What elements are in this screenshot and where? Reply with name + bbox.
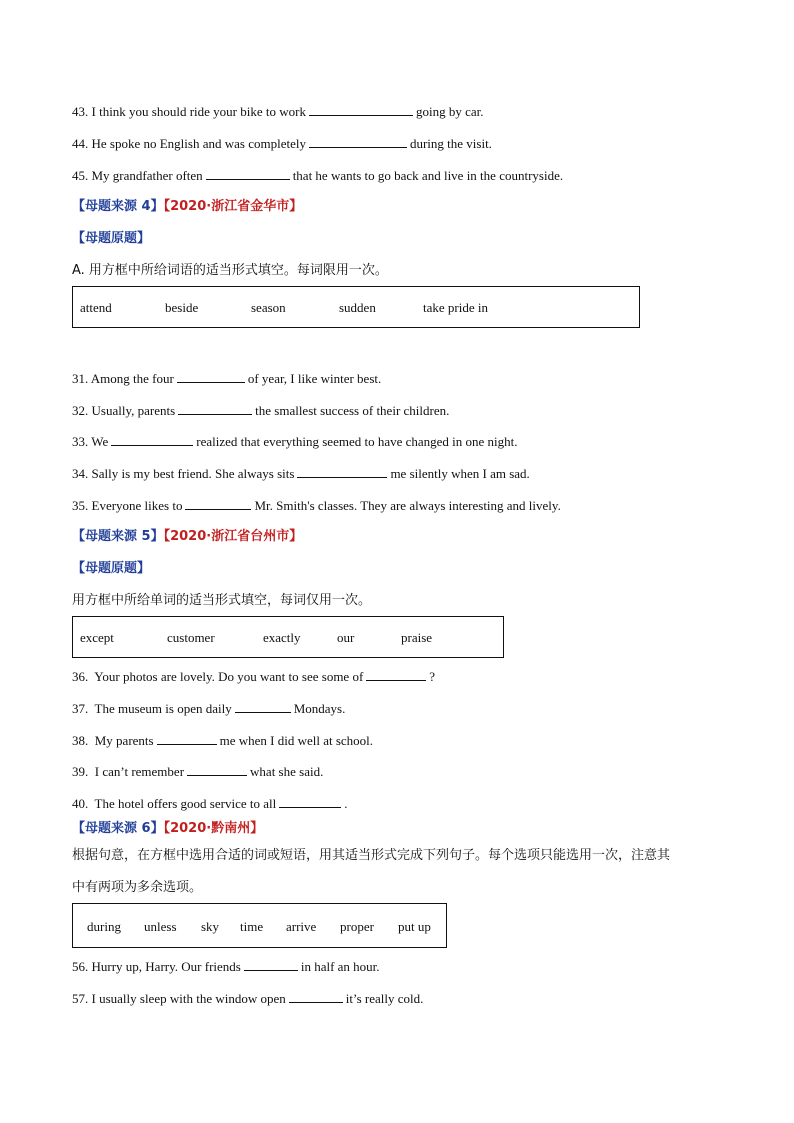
original-question-label: 【母题原题】 — [72, 561, 151, 576]
word-option: sudden — [339, 300, 376, 315]
word-box-4 — [72, 286, 640, 328]
word-option: sky — [201, 919, 220, 934]
word-option: arrive — [286, 919, 317, 934]
word-box-5 — [72, 616, 504, 658]
question-38: 38. My parents me when I did well at school. — [72, 733, 374, 748]
word-option: praise — [401, 630, 433, 645]
instruction-6-line2: 中有两项为多余选项。 — [72, 880, 203, 895]
answer-blank[interactable] — [244, 958, 298, 971]
question-56: 56. Hurry up, Harry. Our friends in half an hour. — [72, 959, 380, 974]
answer-blank[interactable] — [235, 700, 291, 713]
answer-blank[interactable] — [309, 103, 413, 116]
answer-blank[interactable] — [157, 732, 217, 745]
question-39: 39. I can’t remember what she said. — [72, 764, 324, 779]
word-option: exactly — [263, 630, 301, 645]
instruction-4: A. 用方框中所给词语的适当形式填空。每词限用一次。 — [72, 263, 388, 278]
question-57: 57. I usually sleep with the window open it’s really cold. — [72, 991, 424, 1006]
question-34: 34. Sally is my best friend. She always sits me silently when I am sad. — [72, 466, 530, 481]
question-33: 33. We realized that everything seemed to have changed in one night. — [72, 434, 518, 449]
instruction-6-line1: 根据句意，在方框中选用合适的词或短语，用其适当形式完成下列句子。每个选项只能选用一次，注意其 — [72, 848, 671, 863]
instruction-5: 用方框中所给单词的适当形式填空，每词仅用一次。 — [72, 593, 372, 608]
question-31: 31. Among the four of year, I like winter best. — [72, 371, 382, 386]
word-option: during — [87, 919, 121, 934]
answer-blank[interactable] — [297, 465, 387, 478]
word-option: attend — [80, 300, 112, 315]
word-option: except — [80, 630, 114, 645]
answer-blank[interactable] — [289, 990, 343, 1003]
answer-blank[interactable] — [187, 763, 247, 776]
original-question-label: 【母题原题】 — [72, 231, 151, 246]
source-heading-5: 【母题来源 5】【2020·浙江省台州市】 — [72, 529, 303, 544]
answer-blank[interactable] — [178, 402, 252, 415]
source-heading-6: 【母题来源 6】【2020·黔南州】 — [72, 821, 264, 836]
word-option: take pride in — [423, 300, 488, 315]
answer-blank[interactable] — [177, 370, 245, 383]
question-35: 35. Everyone likes to Mr. Smith's classes. They are always interesting and lively. — [72, 498, 561, 513]
question-37: 37. The museum is open daily Mondays. — [72, 701, 346, 716]
word-option: our — [337, 630, 355, 645]
word-option: proper — [340, 919, 374, 934]
word-option: beside — [165, 300, 199, 315]
question-43: 43. I think you should ride your bike to work going by car. — [72, 104, 484, 119]
answer-blank[interactable] — [309, 135, 407, 148]
answer-blank[interactable] — [206, 167, 290, 180]
word-option: put up — [398, 919, 431, 934]
question-32: 32. Usually, parents the smallest success of their children. — [72, 403, 450, 418]
word-option: time — [240, 919, 264, 934]
word-box-6 — [72, 903, 447, 948]
question-44: 44. He spoke no English and was completely during the visit. — [72, 136, 492, 151]
source-heading-4: 【母题来源 4】【2020·浙江省金华市】 — [72, 199, 303, 214]
word-option: season — [251, 300, 286, 315]
word-option: customer — [167, 630, 215, 645]
answer-blank[interactable] — [366, 668, 426, 681]
question-45: 45. My grandfather often that he wants to go back and live in the countryside. — [72, 168, 564, 183]
question-40: 40. The hotel offers good service to all . — [72, 796, 348, 811]
answer-blank[interactable] — [185, 497, 251, 510]
question-36: 36. Your photos are lovely. Do you want to see some of ? — [72, 669, 436, 684]
answer-blank[interactable] — [279, 795, 341, 808]
word-option: unless — [144, 919, 177, 934]
answer-blank[interactable] — [111, 433, 193, 446]
